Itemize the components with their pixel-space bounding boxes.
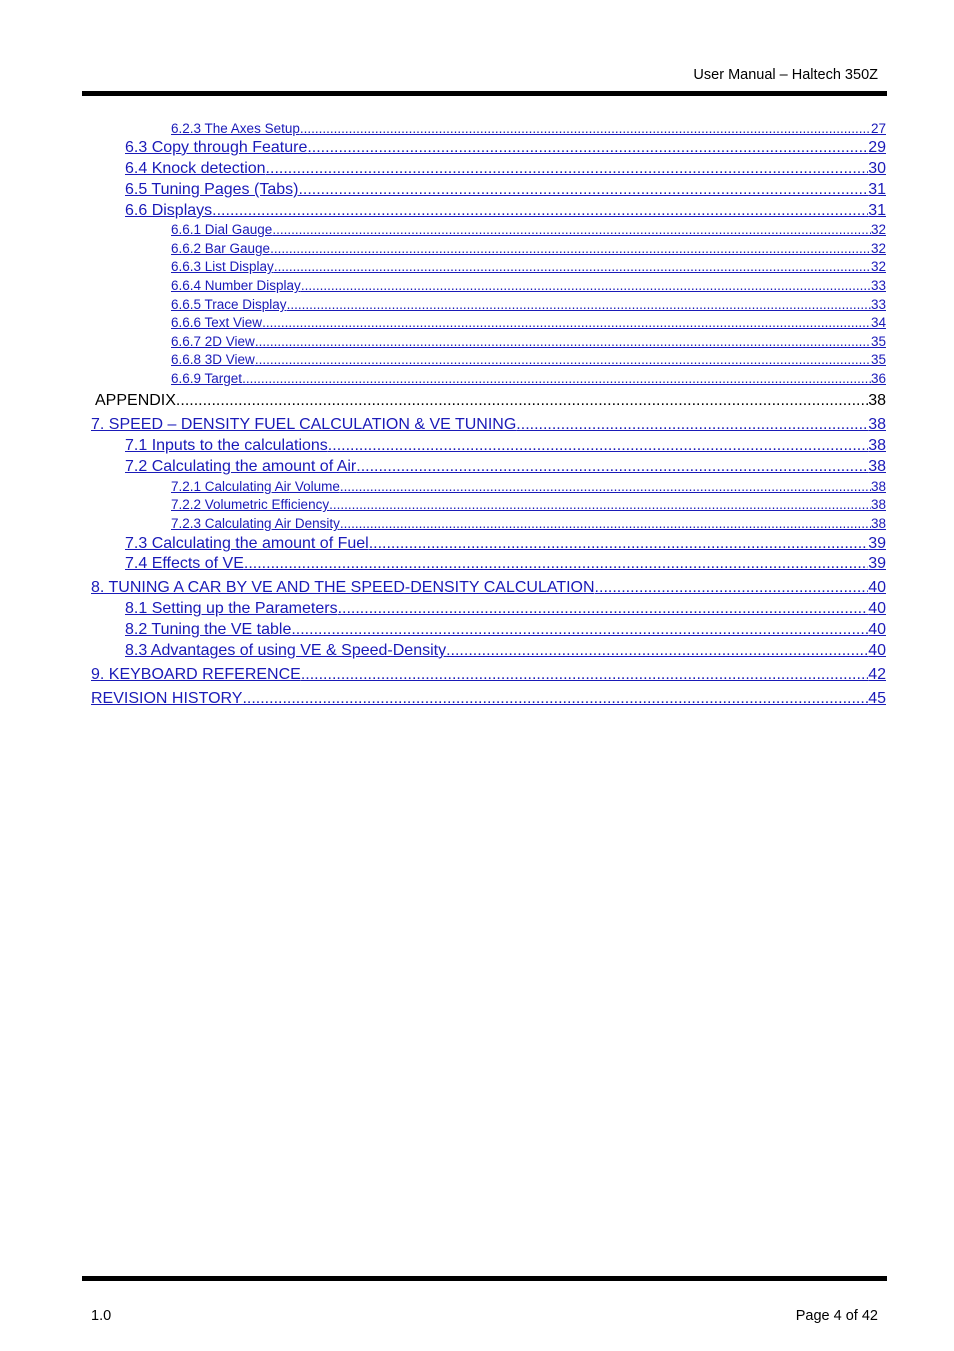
toc-dot-leader (272, 223, 871, 237)
toc-entry-page: 32 (870, 223, 886, 237)
toc-entry-title: 7. SPEED – DENSITY FUEL CALCULATION & VE TUNING (91, 417, 517, 433)
toc-entry-link[interactable] (125, 622, 886, 639)
toc-entry-page: 40 (868, 580, 886, 596)
toc-dot-leader (307, 140, 868, 157)
toc-entry-page: 31 (868, 203, 886, 219)
toc-dot-leader (301, 667, 868, 684)
toc-entry-title: 7.2.1 Calculating Air Volume (171, 480, 340, 494)
toc-entry-title: 6.6 Displays (125, 203, 213, 219)
toc-entry-page: 40 (868, 601, 886, 617)
toc-entry-link[interactable] (171, 335, 886, 349)
toc-entry-page: 32 (870, 260, 886, 274)
toc-dot-leader (274, 260, 871, 274)
toc-dot-leader (266, 161, 869, 178)
toc-dot-leader (340, 480, 871, 494)
toc-entry-page: 38 (868, 417, 886, 433)
toc-entry-page: 38 (868, 459, 886, 475)
toc-entry-link[interactable] (171, 372, 886, 386)
toc-entry-title: 8.1 Setting up the Parameters (125, 601, 338, 617)
toc-entry-link[interactable] (125, 203, 886, 220)
toc-entry-title: 6.6.7 2D View (171, 335, 255, 349)
toc-dot-leader (176, 393, 868, 410)
toc-entry-link[interactable] (171, 353, 886, 367)
toc-entry-title: 6.6.9 Target (171, 372, 243, 386)
toc-dot-leader (300, 122, 871, 136)
toc-entry-link[interactable] (91, 667, 886, 684)
toc-entry-page: 32 (870, 242, 886, 256)
toc-entry-title: 7.3 Calculating the amount of Fuel (125, 536, 369, 552)
toc-dot-leader (301, 279, 871, 293)
toc-entry-page: 36 (870, 372, 886, 386)
toc-entry-link[interactable] (91, 580, 886, 597)
toc-entry-link[interactable] (125, 438, 886, 455)
toc-dot-leader (340, 517, 871, 531)
toc-entry-page: 35 (870, 335, 886, 349)
toc-dot-leader (291, 622, 868, 639)
toc-entry-link[interactable] (125, 643, 886, 660)
toc-dot-leader (446, 643, 868, 660)
toc-entry-link[interactable] (125, 556, 886, 573)
toc-entry-page: 34 (870, 316, 886, 330)
toc-entry-link[interactable] (125, 601, 886, 618)
toc-entry-title: 6.6.2 Bar Gauge (171, 242, 271, 256)
toc-entry-page: 38 (870, 517, 886, 531)
toc-entry-title: REVISION HISTORY (91, 691, 243, 707)
toc-entry-link[interactable] (91, 691, 886, 708)
toc-entry-link[interactable] (171, 122, 886, 136)
toc-entry-title: 6.3 Copy through Feature (125, 140, 308, 156)
toc-entry-title: 9. KEYBOARD REFERENCE (91, 667, 301, 683)
toc-entry-page: 38 (870, 480, 886, 494)
toc-entry-title: 7.2.2 Volumetric Efficiency (171, 498, 330, 512)
toc-entry-link[interactable] (125, 459, 886, 476)
toc-dot-leader (242, 691, 868, 708)
footer-page-number: Page 4 of 42 (795, 1308, 878, 1324)
toc-entry-title: 8. TUNING A CAR BY VE AND THE SPEED-DENSITY CALCULATION (91, 580, 595, 596)
toc-entry-title: 8.2 Tuning the VE table (125, 622, 292, 638)
toc-entry-title: 7.2.3 Calculating Air Density (171, 517, 340, 531)
toc-entry-link[interactable] (171, 480, 886, 494)
footer-version: 1.0 (91, 1308, 112, 1324)
toc-entry-page: 45 (868, 691, 886, 707)
toc-entry-title: APPENDIX (95, 393, 176, 409)
toc-dot-leader (244, 556, 868, 573)
toc-entry-page: 42 (868, 667, 886, 683)
toc-entry-link[interactable] (171, 298, 886, 312)
toc-entry-link[interactable] (91, 417, 886, 434)
toc-entry-title: 6.2.3 The Axes Setup (171, 122, 300, 136)
toc-dot-leader (328, 438, 868, 455)
toc-entry-page: 38 (868, 438, 886, 454)
toc-entry-link[interactable] (125, 536, 886, 553)
toc-entry-page: 38 (870, 498, 886, 512)
toc-entry-link[interactable] (125, 161, 886, 178)
toc-entry-link[interactable] (171, 498, 886, 512)
toc-dot-leader (329, 498, 871, 512)
toc-dot-leader (262, 316, 871, 330)
toc-entry-link[interactable] (171, 279, 886, 293)
toc-entry-page: 35 (870, 353, 886, 367)
toc-entry-page: 29 (868, 140, 886, 156)
toc-dot-leader (255, 335, 871, 349)
toc-dot-leader (255, 353, 871, 367)
toc-entry-page: 39 (868, 556, 886, 572)
toc-entry-link[interactable] (171, 316, 886, 330)
toc-entry-page: 38 (868, 393, 886, 409)
toc-dot-leader (242, 372, 871, 386)
toc-entry-page: 31 (868, 182, 886, 198)
toc-entry-link[interactable] (171, 260, 886, 274)
toc-entry-page: 40 (868, 643, 886, 659)
toc-entry-title: 6.6.6 Text View (171, 316, 263, 330)
toc-entry-title: 6.4 Knock detection (125, 161, 266, 177)
toc-entry-title: 6.5 Tuning Pages (Tabs) (125, 182, 299, 198)
toc-dot-leader (356, 459, 868, 476)
toc-entry-title: 6.6.1 Dial Gauge (171, 223, 273, 237)
toc-entry-page: 39 (868, 536, 886, 552)
toc-entry-page: 30 (868, 161, 886, 177)
toc-dot-leader (298, 182, 868, 199)
toc-dot-leader (369, 536, 869, 553)
toc-entry-page: 33 (870, 298, 886, 312)
toc-entry-page: 33 (870, 279, 886, 293)
toc-entry-title: 6.6.4 Number Display (171, 279, 301, 293)
toc-dot-leader (595, 580, 869, 597)
toc-entry-link[interactable] (171, 517, 886, 531)
header-title: User Manual – Haltech 350Z (693, 67, 878, 83)
toc-entry-title: 6.6.8 3D View (171, 353, 255, 367)
toc-entry-title: 8.3 Advantages of using VE & Speed-Density (125, 643, 447, 659)
toc-entry-link[interactable] (125, 140, 886, 157)
toc-entry (95, 393, 886, 410)
toc-entry-title: 7.4 Effects of VE (125, 556, 244, 572)
toc-dot-leader (212, 203, 868, 220)
toc-entry-title: 7.2 Calculating the amount of Air (125, 459, 357, 475)
toc-dot-leader (270, 242, 871, 256)
toc-entry-title: 6.6.3 List Display (171, 260, 274, 274)
toc-entry-title: 7.1 Inputs to the calculations (125, 438, 328, 454)
toc-entry-page: 40 (868, 622, 886, 638)
toc-dot-leader (287, 298, 871, 312)
toc-entry-link[interactable] (171, 223, 886, 237)
footer-rule (82, 1276, 887, 1281)
toc-entry-page: 27 (870, 122, 886, 136)
toc-entry-title: 6.6.5 Trace Display (171, 298, 287, 312)
toc-entry-link[interactable] (125, 182, 886, 199)
toc-entry-link[interactable] (171, 242, 886, 256)
toc-dot-leader (338, 601, 869, 618)
toc-dot-leader (516, 417, 868, 434)
